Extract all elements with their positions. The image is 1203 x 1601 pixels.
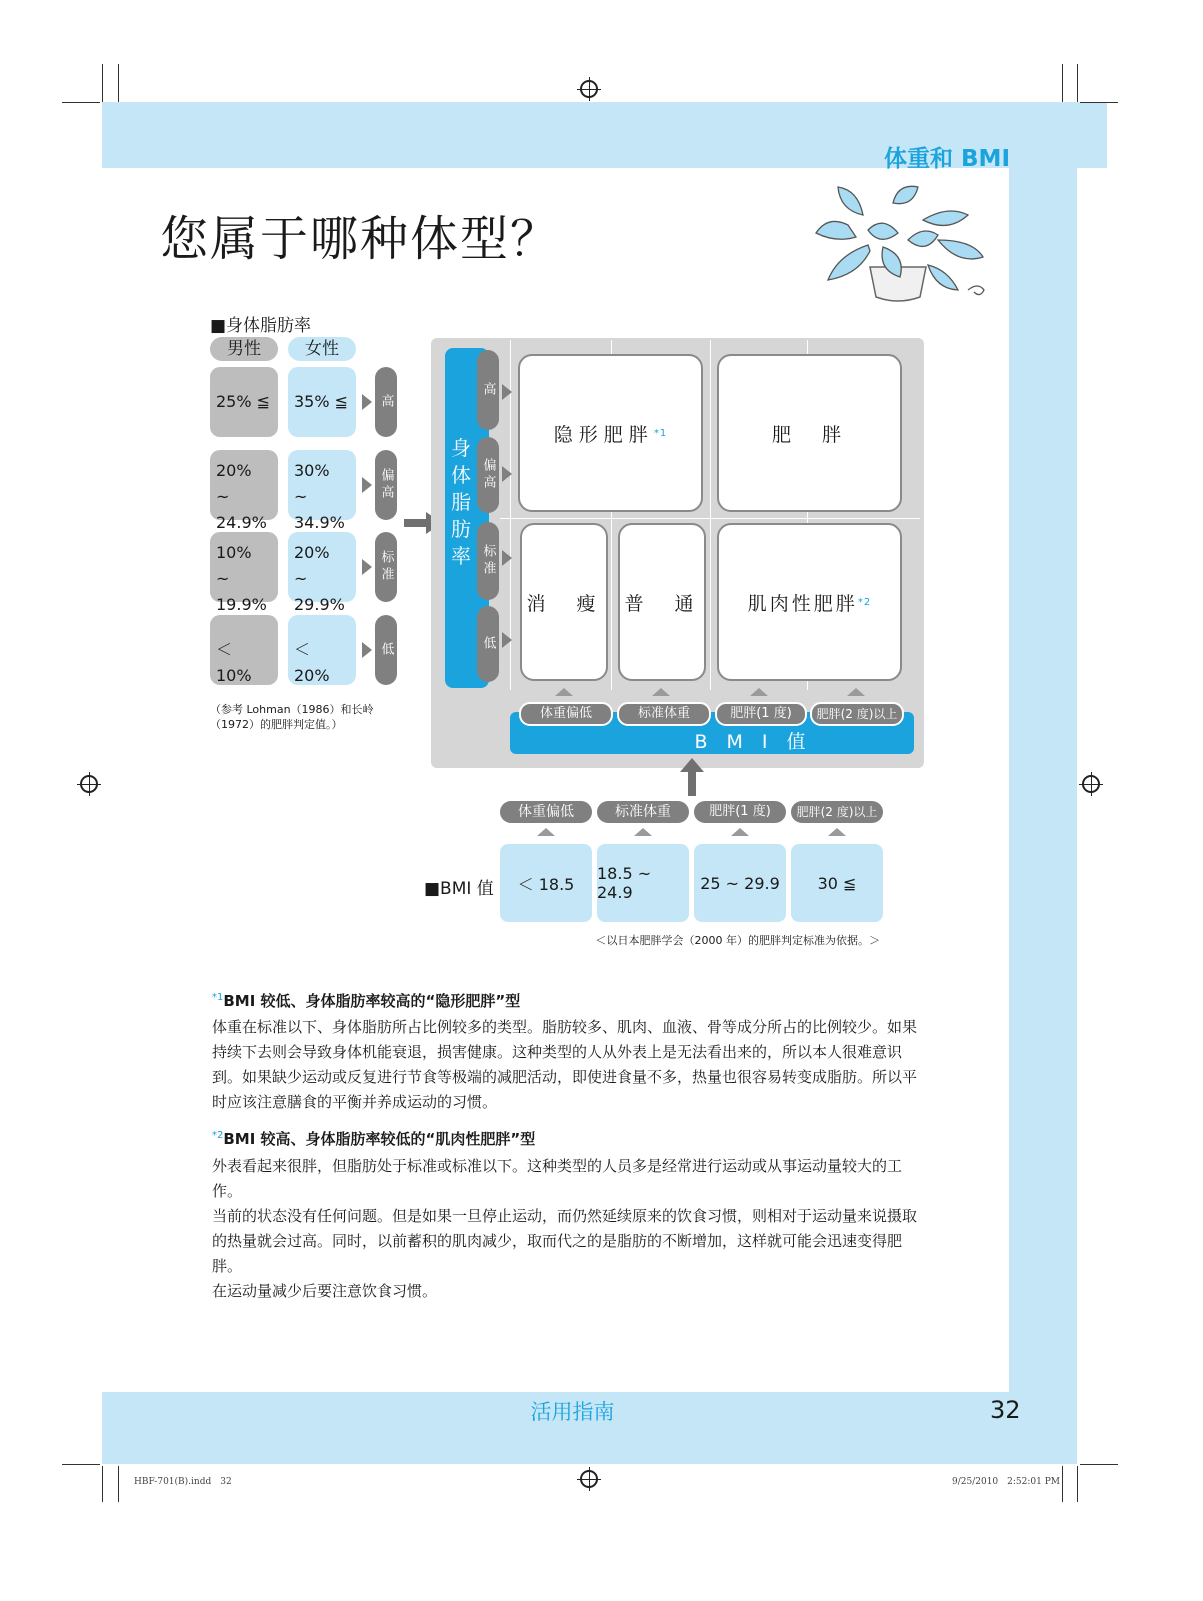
bmi-value: ＜ 18.5 bbox=[500, 844, 592, 922]
bmi-label: ■BMI 值 bbox=[424, 879, 494, 899]
note-heading bbox=[212, 1128, 535, 1149]
grid-line bbox=[710, 340, 711, 690]
arrow-up-icon bbox=[828, 828, 846, 836]
arrow-right-icon bbox=[362, 394, 372, 410]
crop-mark bbox=[118, 64, 119, 102]
note-paragraph: 外表看起来很胖，但脂肪处于标准或标准以下。这种类型的人员多是经常进行运动或从事运动量较大的工作。 bbox=[212, 1157, 903, 1200]
registration-mark-icon bbox=[1082, 775, 1100, 793]
registration-mark-icon bbox=[80, 775, 98, 793]
female-range-value: 30% bbox=[294, 461, 330, 480]
male-range-value: ~ 19.9% bbox=[216, 569, 267, 614]
crop-mark bbox=[1062, 64, 1063, 102]
crop-mark bbox=[1080, 102, 1118, 103]
crop-mark bbox=[102, 64, 103, 102]
note-paragraph: 在运动量减少后要注意饮食习惯。 bbox=[212, 1282, 438, 1300]
note-heading bbox=[212, 990, 520, 1011]
female-range bbox=[288, 450, 356, 532]
arrow-up-icon bbox=[634, 828, 652, 836]
footnote-mark: *1 bbox=[212, 992, 224, 1003]
bmi-category: 肥胖(1 度) bbox=[694, 801, 786, 823]
female-range bbox=[288, 532, 356, 614]
bmi-category: 肥胖(1 度) bbox=[715, 702, 807, 726]
footnote-mark: *1 bbox=[653, 427, 668, 439]
hidden-obese-cell bbox=[518, 354, 703, 512]
bmi-category: 体重偏低 bbox=[500, 801, 592, 823]
bmi-source-note: ＜以日本肥胖学会（2000 年）的肥胖判定标准为依据。＞ bbox=[595, 934, 880, 947]
crop-mark bbox=[1077, 64, 1078, 102]
female-range-value: 20% bbox=[294, 543, 330, 562]
note-body: 体重在标准以下、身体脂肪所占比例较多的类型。脂肪较多、肌肉、血液、骨等成分所占的比例较少。如果持续下去则会导致身体机能衰退，损害健康。这种类型的人从外表上是无法看出来的，所以本人很难意识到。如果缺少运动或反复进行节食等极端的减肥活动，即使进食量不多，热量也很容易转变成脂肪。所以平时应该注意膳食的平衡并养成运动的习惯。 bbox=[212, 1018, 918, 1111]
side-band bbox=[1009, 102, 1077, 1464]
level-badge: 标准 bbox=[477, 522, 499, 600]
bmi-category: 肥胖(2 度)以上 bbox=[810, 702, 904, 726]
female-range-value: 35% ≦ bbox=[294, 392, 349, 411]
crop-mark bbox=[62, 102, 100, 103]
normal-label: 普 通 bbox=[624, 592, 700, 615]
footer-guide-label: 活用指南 bbox=[530, 1400, 615, 1424]
bmi-category: 标准体重 bbox=[597, 801, 689, 823]
page-title: 您属于哪种体型？ bbox=[160, 211, 561, 267]
female-range bbox=[288, 615, 356, 685]
bmi-value: 18.5 ~ 24.9 bbox=[597, 844, 689, 922]
arrow-up-icon bbox=[537, 828, 555, 836]
bmi-category: 肥胖(2 度)以上 bbox=[791, 801, 883, 823]
bmi-value: 30 ≦ bbox=[791, 844, 883, 922]
male-range bbox=[210, 450, 278, 532]
arrow-right-icon bbox=[502, 632, 512, 648]
bmi-category: 标准体重 bbox=[617, 702, 711, 726]
arrow-right-icon bbox=[502, 550, 512, 566]
female-range-value: ＜ 20% bbox=[294, 640, 330, 685]
male-label: 男性 bbox=[210, 337, 278, 361]
arrow-right-icon bbox=[362, 477, 372, 493]
body-fat-heading: ■身体脂肪率 bbox=[210, 316, 312, 336]
crop-mark bbox=[1062, 1466, 1063, 1502]
grid-line bbox=[500, 518, 920, 519]
footnote-mark: *2 bbox=[212, 1130, 224, 1141]
registration-mark-icon bbox=[580, 80, 598, 98]
arrow-right-icon bbox=[362, 642, 372, 658]
female-range-value: ~ 29.9% bbox=[294, 569, 345, 614]
arrow-up-icon bbox=[680, 758, 704, 796]
level-badge: 高 bbox=[375, 367, 397, 437]
obese-cell bbox=[717, 354, 902, 512]
body-fat-axis-label: 身体脂肪率 bbox=[451, 436, 471, 568]
crop-mark bbox=[1077, 1466, 1078, 1502]
note-title: BMI 较高、身体脂肪率较低的“肌肉性肥胖”型 bbox=[223, 1130, 536, 1148]
level-badge: 偏高 bbox=[375, 450, 397, 520]
crop-mark bbox=[102, 1466, 103, 1502]
hidden-obese-label: 隐形肥胖 bbox=[553, 423, 654, 446]
male-range-value: ~ 24.9% bbox=[216, 487, 267, 532]
male-range bbox=[210, 367, 278, 437]
female-range bbox=[288, 367, 356, 437]
thin-cell bbox=[520, 523, 608, 681]
crop-mark bbox=[118, 1466, 119, 1502]
level-badge: 低 bbox=[477, 606, 499, 682]
male-range bbox=[210, 615, 278, 685]
thin-label: 消 瘦 bbox=[526, 592, 602, 615]
female-range-value: ~ 34.9% bbox=[294, 487, 345, 532]
male-range-value: 10% bbox=[216, 543, 252, 562]
male-range-value: 20% bbox=[216, 461, 252, 480]
arrow-up-icon bbox=[750, 688, 768, 696]
male-range-value: ＜ 10% bbox=[216, 640, 252, 685]
muscular-obese-label: 肌肉性肥胖 bbox=[747, 592, 858, 615]
bmi-category: 体重偏低 bbox=[519, 702, 613, 726]
arrow-up-icon bbox=[652, 688, 670, 696]
footnote-mark: *2 bbox=[857, 596, 872, 608]
arrow-right-icon bbox=[502, 466, 512, 482]
level-badge: 偏高 bbox=[477, 437, 499, 513]
arrow-right-icon bbox=[362, 559, 372, 575]
bmi-axis-label: B M I 值 bbox=[694, 731, 806, 753]
registration-mark-icon bbox=[580, 1470, 598, 1488]
note-body bbox=[212, 1154, 927, 1304]
note-title: BMI 较低、身体脂肪率较高的“隐形肥胖”型 bbox=[223, 992, 521, 1010]
arrow-up-icon bbox=[847, 688, 865, 696]
reference-note: （参考 Lohman（1986）和长岭（1972）的肥胖判定值。） bbox=[210, 703, 374, 731]
normal-cell bbox=[618, 523, 706, 681]
note-paragraph: 当前的状态没有任何问题。但是如果一旦停止运动，而仍然延续原来的饮食习惯，则相对于运动量来说摄取的热量就会过高。同时，以前蓄积的肌肉减少，取而代之的是脂肪的不断增加，这样就可能会迅速变得肥胖。 bbox=[212, 1207, 918, 1275]
arrow-up-icon bbox=[555, 688, 573, 696]
arrow-right-icon bbox=[502, 384, 512, 400]
arrow-up-icon bbox=[731, 828, 749, 836]
plant-illustration-icon bbox=[808, 185, 993, 310]
bmi-value: 25 ~ 29.9 bbox=[694, 844, 786, 922]
level-badge: 高 bbox=[477, 350, 499, 430]
male-range-value: 25% ≦ bbox=[216, 392, 271, 411]
crop-mark bbox=[62, 1464, 100, 1465]
level-badge: 标准 bbox=[375, 532, 397, 602]
slug-left: HBF-701(B).indd 32 bbox=[134, 1477, 232, 1487]
muscular-obese-cell bbox=[717, 523, 902, 681]
male-range bbox=[210, 532, 278, 614]
crop-mark bbox=[1080, 1464, 1118, 1465]
obese-label: 肥 胖 bbox=[771, 423, 847, 446]
section-title: 体重和 BMI bbox=[884, 146, 1010, 172]
level-badge: 低 bbox=[375, 615, 397, 685]
slug-right: 9/25/2010 2:52:01 PM bbox=[952, 1477, 1060, 1487]
female-label: 女性 bbox=[288, 337, 356, 361]
page-number: 32 bbox=[990, 1396, 1021, 1424]
